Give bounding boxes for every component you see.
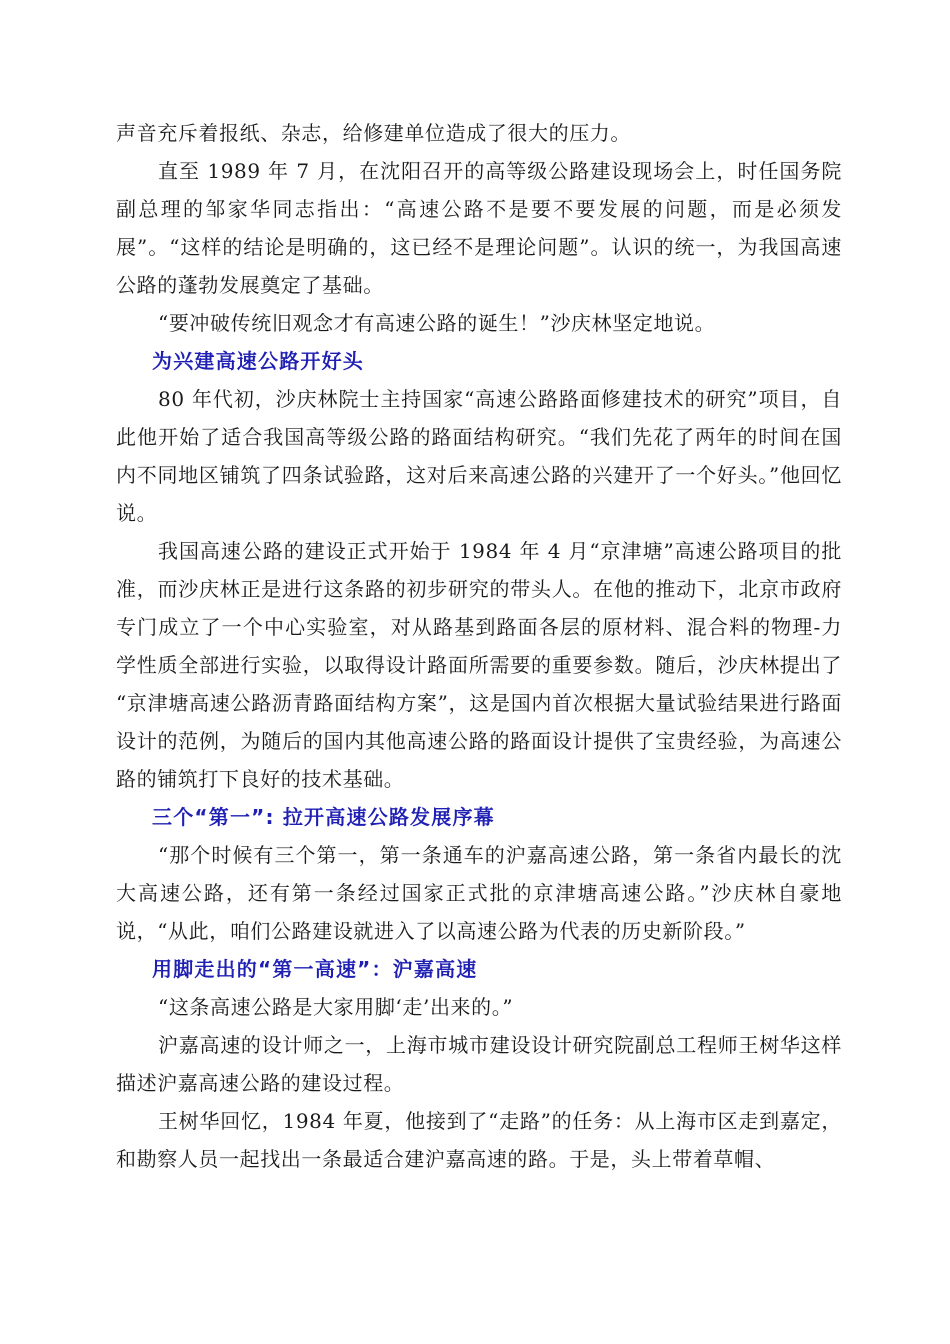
section-heading: 三个“第一”: 拉开高速公路发展序幕 bbox=[152, 805, 495, 829]
section-heading: 为兴建高速公路开好头 bbox=[152, 349, 364, 373]
paragraph: “这条高速公路是大家用脚‘走’出来的。” bbox=[158, 995, 514, 1019]
paragraph: 直至 1989 年 7 月，在沈阳召开的高等级公路建设现场会上，时任国务院副总理的邹家华同志指出：“高速公路不是要不要发展的问题，而是必须发展”。“这样的结论是明确的，这已经不是理论问题”。认识的统一，为我国高速公路的蓬勃发展奠定了基础。 bbox=[116, 159, 842, 297]
document-body bbox=[116, 114, 842, 1178]
paragraph: 王树华回忆，1984 年夏，他接到了“走路”的任务：从上海市区走到嘉定，和勘察人员一起找出一条最适合建沪嘉高速的路。于是，头上带着草帽、 bbox=[116, 1109, 842, 1171]
section-heading: 用脚走出的“第一高速”：沪嘉高速 bbox=[152, 957, 478, 981]
paragraph: 80 年代初，沙庆林院士主持国家“高速公路路面修建技术的研究”项目，自此他开始了适合我国高等级公路的路面结构研究。“我们先花了两年的时间在国内不同地区铺筑了四条试验路，这对后来高速公路的兴建开了一个好头。”他回忆说。 bbox=[116, 387, 842, 525]
paragraph: 沪嘉高速的设计师之一，上海市城市建设设计研究院副总工程师王树华这样描述沪嘉高速公路的建设过程。 bbox=[116, 1033, 842, 1095]
paragraph: “要冲破传统旧观念才有高速公路的诞生！”沙庆林坚定地说。 bbox=[158, 311, 716, 335]
paragraph: 声音充斥着报纸、杂志，给修建单位造成了很大的压力。 bbox=[116, 121, 631, 145]
paragraph: 我国高速公路的建设正式开始于 1984 年 4 月“京津塘”高速公路项目的批准，而沙庆林正是进行这条路的初步研究的带头人。在他的推动下，北京市政府专门成立了一个中心实验室，对从路基到路面各层的原材料、混合料的物理-力学性质全部进行实验，以取得设计路面所需要的重要参数。随后，沙庆林提出了 “京津塘高速公路沥青路面结构方案”，这是国内首次根据大量试验结果进行路面设计的范例，为随后的国内其他高速公路的路面设计提供了宝贵经验，为高速公路的铺筑打下良好的技术基础。 bbox=[116, 539, 842, 791]
paragraph: “那个时候有三个第一，第一条通车的沪嘉高速公路，第一条省内最长的沈大高速公路，还有第一条经过国家正式批的京津塘高速公路。”沙庆林自豪地说，“从此，咱们公路建设就进入了以高速公路为代表的历史新阶段。” bbox=[116, 843, 842, 943]
